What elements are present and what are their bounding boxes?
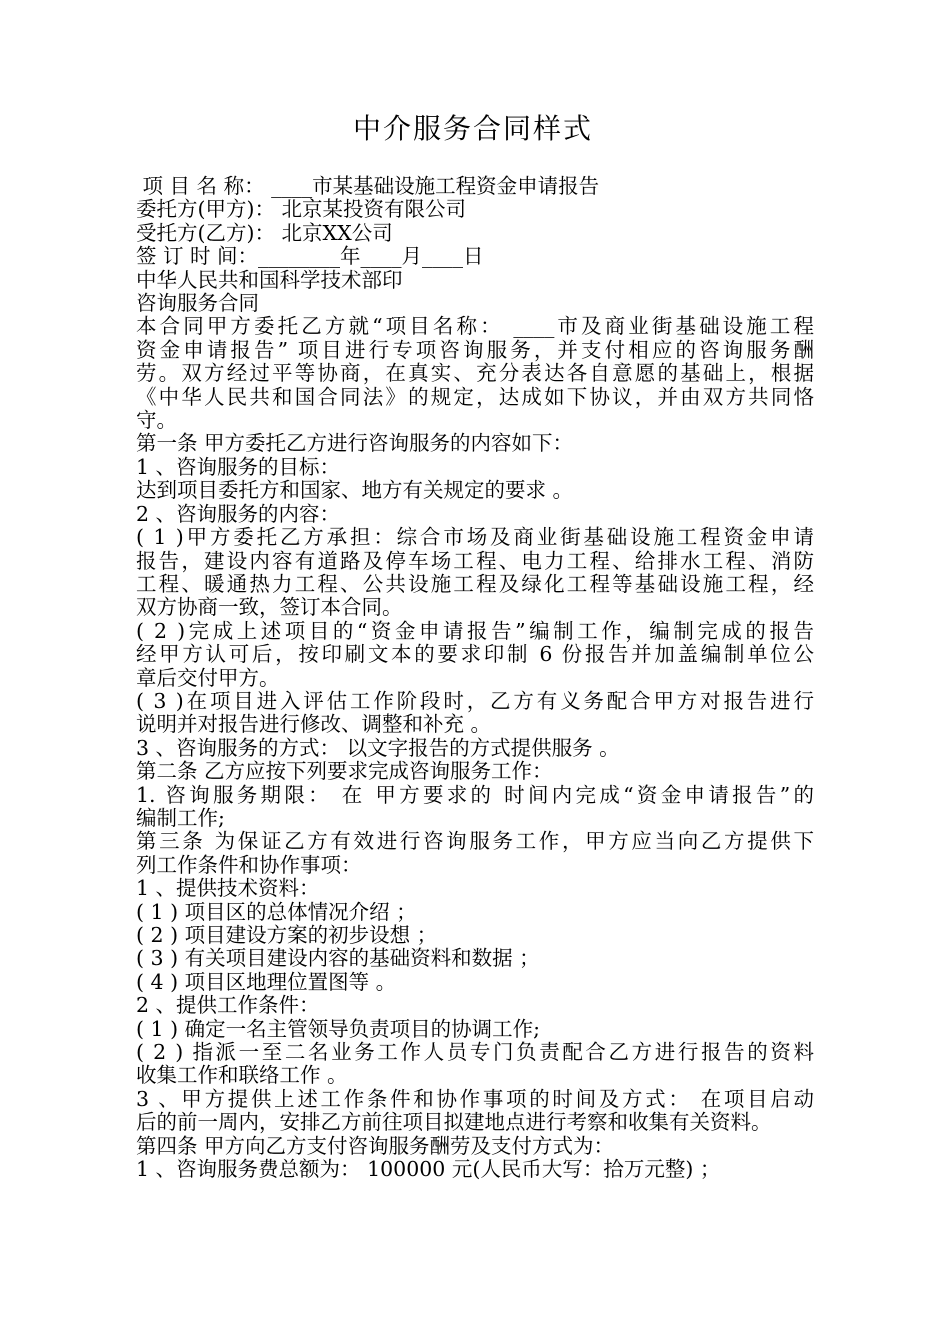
text-line: ( 2 )完成上述项目的“资金申请报告”编制工作，编制完成的报告 xyxy=(136,619,814,643)
text-line: 3 、咨询服务的方式： 以文字报告的方式提供服务 。 xyxy=(136,736,620,760)
text-line: ( 3 )在项目进入评估工作阶段时，乙方有义务配合甲方对报告进行 xyxy=(136,689,814,713)
text-line: 1 、咨询服务的目标： xyxy=(136,455,341,479)
text-line: ( 1 )甲方委托乙方承担：综合市场及商业街基础设施工程资金申请 xyxy=(136,526,814,550)
text-line: 编制工作; xyxy=(136,806,225,830)
fee-line: 1 、咨询服务费总额为： 100000 元(人民币大写：拾万元整) ； xyxy=(136,1158,721,1182)
text-line: 1 、提供技术资料： xyxy=(136,877,320,901)
text-line: ( 2 ) 项目建设方案的初步设想 ； xyxy=(136,924,438,947)
text-line: 本合同甲方委托乙方就“项目名称： ____市及商业街基础设施工程 xyxy=(136,315,814,339)
document-body xyxy=(136,175,814,1181)
client-line: 委托方(甲方)： 北京某投资有限公司 xyxy=(136,198,467,222)
article-heading: 第二条 乙方应按下列要求完成咨询服务工作： xyxy=(136,760,553,784)
text-line: 章后交付甲方。 xyxy=(136,666,280,690)
text-line: 2 、咨询服务的内容： xyxy=(136,502,341,526)
project-name-line: 项 目 名 称： ____市某基础设施工程资金申请报告 xyxy=(136,175,600,198)
text-line: 双方协商一致，签订本合同。 xyxy=(136,596,403,620)
text-line: 工程、暖通热力工程、公共设施工程及绿化工程等基础设施工程，经 xyxy=(136,572,814,596)
article-heading: 第四条 甲方向乙方支付咨询服务酬劳及支付方式为： xyxy=(136,1134,615,1158)
text-line: 达到项目委托方和国家、地方有关规定的要求 。 xyxy=(136,479,574,503)
document-title: 中介服务合同样式 xyxy=(352,112,593,145)
text-line: 1. 咨询服务期限： 在 甲方要求的 时间内完成“资金申请报告”的 xyxy=(136,783,814,807)
text-line: 报告，建设内容有道路及停车场工程、电力工程、给排水工程、消防 xyxy=(136,549,814,573)
text-line: 列工作条件和协作事项： xyxy=(136,853,362,877)
text-line: ( 2 ) 指派一至二名业务工作人员专门负责配合乙方进行报告的资料 xyxy=(136,1041,814,1065)
text-line: ( 1 ) 项目区的总体情况介绍 ； xyxy=(136,900,417,924)
text-line: ( 1 ) 确定一名主管领导负责项目的协调工作; xyxy=(136,1017,540,1041)
text-line: 3 、甲方提供上述工作条件和协作事项的时间及方式： 在项目启动 xyxy=(136,1087,814,1111)
issuer-line: 中华人民共和国科学技术部印 xyxy=(136,268,403,292)
text-line: 收集工作和联络工作 。 xyxy=(136,1064,348,1088)
text-line: 后的前一周内，安排乙方前往项目拟建地点进行考察和收集有关资料。 xyxy=(136,1111,772,1135)
text-line: 经甲方认可后，按印刷文本的要求印制 6 份报告并加盖编制单位公 xyxy=(136,643,814,667)
article-heading: 第三条 为保证乙方有效进行咨询服务工作，甲方应当向乙方提供下 xyxy=(136,830,814,854)
text-line: 守。 xyxy=(136,409,177,433)
text-line: ( 4 ) 项目区地理位置图等 。 xyxy=(136,970,397,994)
text-line: 《中华人民共和国合同法》的规定，达成如下协议，并由双方共同恪 xyxy=(136,385,814,409)
article-heading: 第一条 甲方委托乙方进行咨询服务的内容如下： xyxy=(136,432,574,456)
signing-date-line: 签 订 时 间：________年____月____日 xyxy=(136,245,484,269)
text-line: 说明并对报告进行修改、调整和补充 。 xyxy=(136,713,492,737)
contractor-line: 受托方(乙方)： 北京XX公司 xyxy=(136,221,393,245)
text-line: 资金申请报告” 项目进行专项咨询服务，并支付相应的咨询服务酬 xyxy=(136,338,814,362)
text-line: 劳。双方经过平等协商，在真实、充分表达各自意愿的基础上，根据 xyxy=(136,362,814,386)
text-line: 2 、提供工作条件： xyxy=(136,994,320,1018)
text-line: ( 3 ) 有关项目建设内容的基础资料和数据 ； xyxy=(136,947,540,971)
contract-heading: 咨询服务合同 xyxy=(136,292,259,316)
